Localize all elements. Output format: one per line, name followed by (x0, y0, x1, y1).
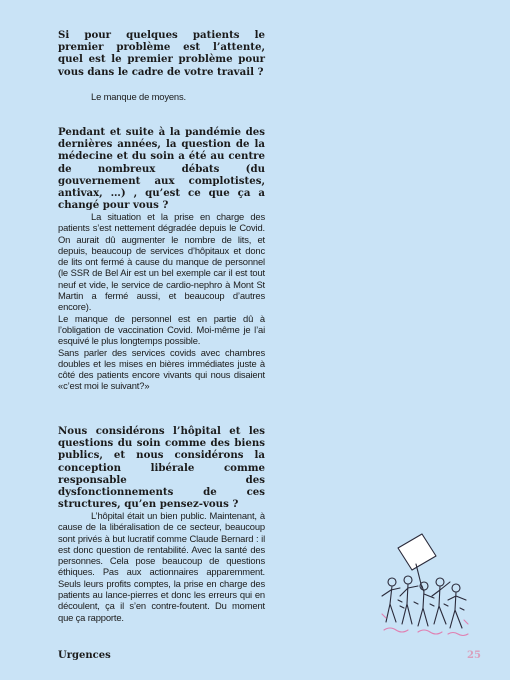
answer-2-paragraph-2: Le manque de personnel est en partie dû à l’obligation de vaccination Covid. Moi-même je l’ai esquivé le plus longtemps possible. (58, 312, 265, 347)
answer-1: Le manque de moyens. (91, 91, 186, 102)
answer-2-paragraph-1: La situation et la prise en charge des patients s’est nettement dégradée depuis le Covid. On aurait dû augmenter le nombre de lits, et depuis, beaucoup de services d’hôpitaux et donc de lits ont fermé à cause du manque de personnel (le SSR de Bel Air est un bel exemple car il est tout neuf et vide, le service de cardio-nephro à Mont St Martin a fermé aussi, et beaucoup d’autres encore). (58, 211, 265, 313)
page-number: 25 (467, 650, 481, 661)
protest-crowd-icon (378, 530, 474, 638)
question-1: Si pour quelques patients le premier problème est l’attente, quel est le premier problème pour vous dans le cadre de votre travail ? (58, 29, 265, 78)
footer-title: Urgences (58, 650, 111, 661)
answer-2 (58, 211, 265, 392)
question-3: Nous considérons l’hôpital et les questions du soin comme des biens publics, et nous considérons la conception libérale comme responsable des dysfonctionnements de ces structures, qu’en pensez-vous ? (58, 425, 265, 511)
answer-2-paragraph-3: Sans parler des services covids avec chambres doubles et les mises en bières immédiates juste à côté des patients encore vivants qui nous disaient «c’est moi le suivant?» (58, 346, 265, 392)
question-2: Pendant et suite à la pandémie des dernières années, la question de la médecine et du soin a été au centre de nombreux débats (du gouvernement aux complotistes, antivax, …) , qu’est ce que ça a changé pour vous ? (58, 126, 265, 212)
answer-3: L’hôpital était un bien public. Maintenant, à cause de la libéralisation de ce secteur, beaucoup sont privés à but lucratif comme Claude Bernard : il est donc question de rentabilité. Avec la santé des personnes. Cela pose beaucoup de questions éthiques. Pas aux actionnaires apparemment. Seuls leurs profits comptes, la prise en charge des patients au lance-pierres et donc les erreurs qui en découlent, ça il s’en contre-foutent. Du moment que ça rapporte. (58, 510, 265, 623)
